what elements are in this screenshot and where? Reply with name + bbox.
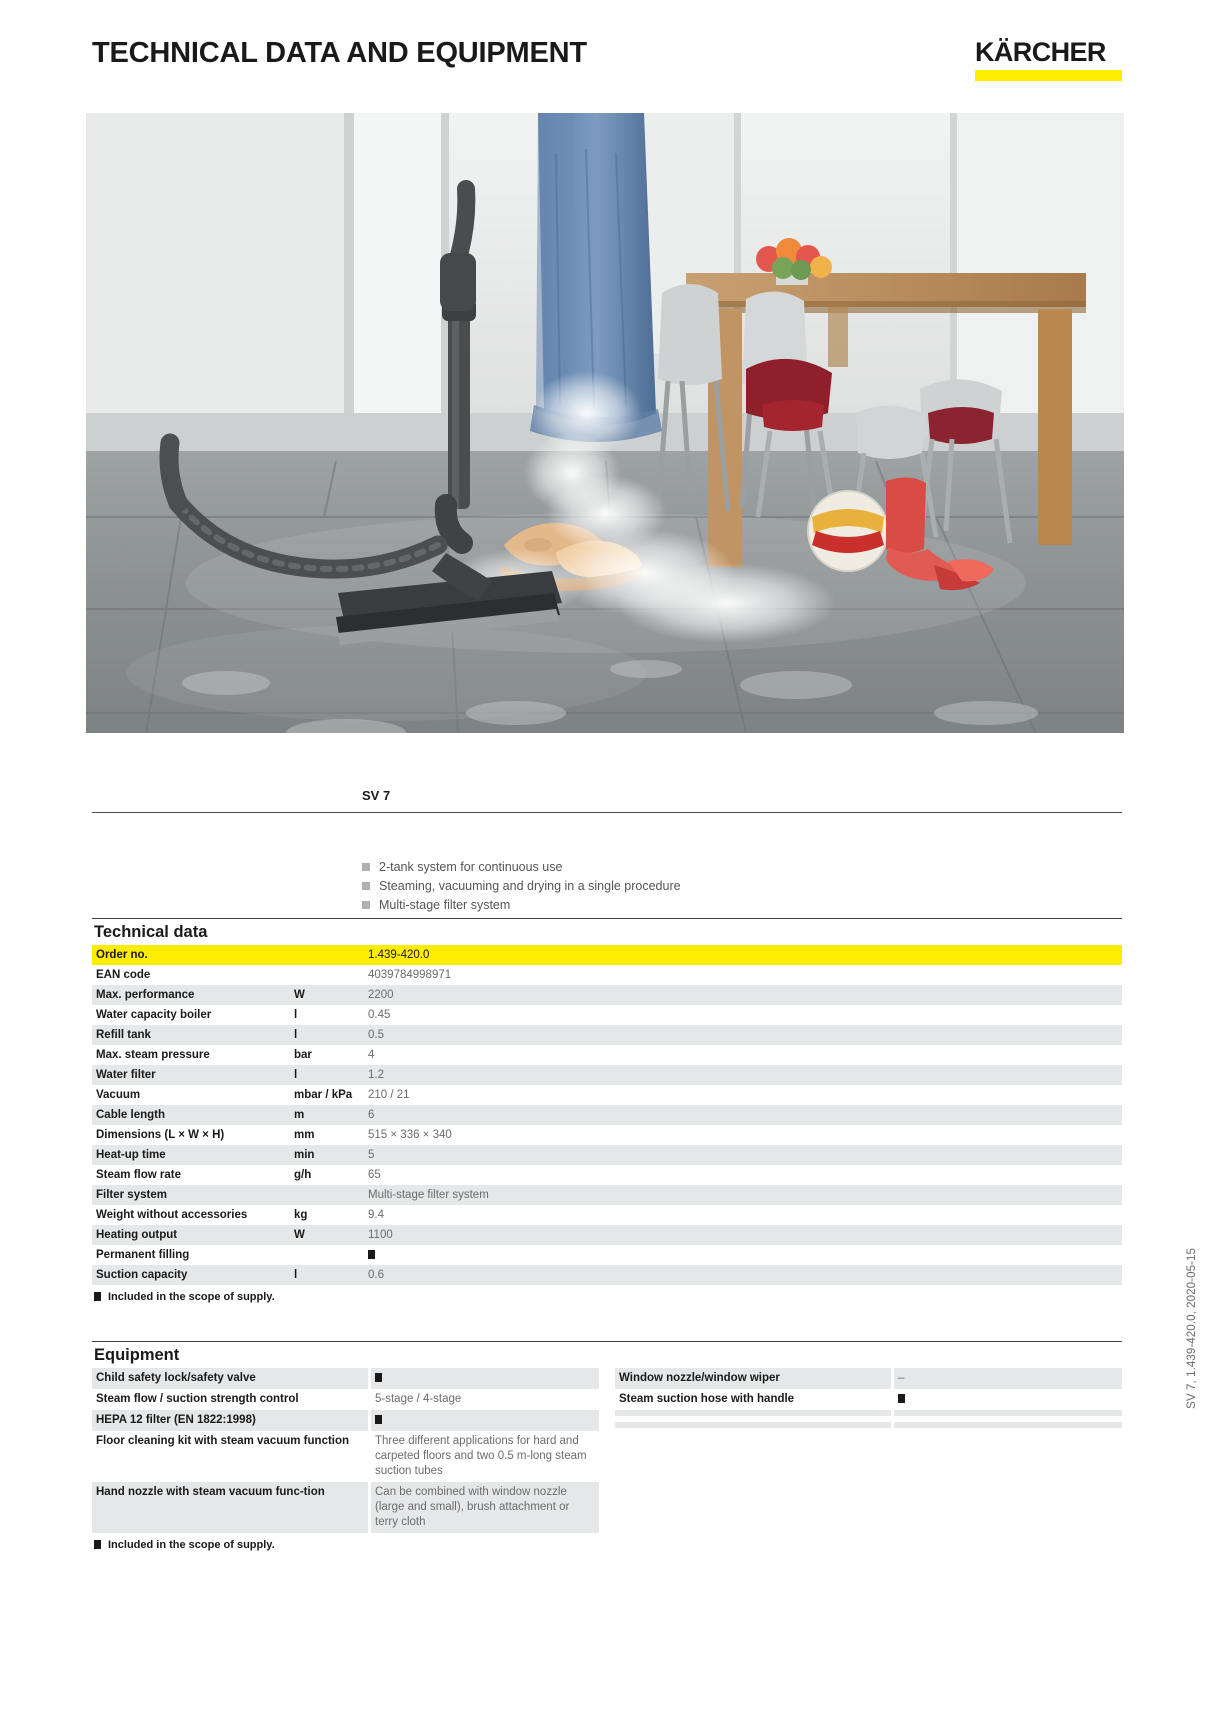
table-row (615, 1389, 1122, 1410)
spec-label: Suction capacity (92, 1265, 290, 1285)
equipment-column-right (615, 1368, 1122, 1533)
spec-value: 1.2 (364, 1065, 1122, 1085)
spec-unit: mm (290, 1125, 364, 1145)
model-heading-row (92, 788, 1122, 813)
spec-unit: W (290, 1225, 364, 1245)
table-row (92, 1389, 599, 1410)
spec-value: 5 (364, 1145, 1122, 1165)
technical-data-table (92, 945, 1122, 1285)
equipment-label: Steam suction hose with handle (615, 1389, 891, 1410)
equipment-footnote (92, 1533, 1122, 1551)
table-row (92, 1482, 599, 1533)
spec-label: Steam flow rate (92, 1165, 290, 1185)
spec-label: Dimensions (L × W × H) (92, 1125, 290, 1145)
table-row (92, 1005, 1122, 1025)
spec-label: EAN code (92, 965, 290, 985)
table-row (92, 1025, 1122, 1045)
table-row (92, 1165, 1122, 1185)
spec-value: 4039784998971 (364, 965, 1122, 985)
brand-logo (975, 38, 1122, 81)
spec-value: 6 (364, 1105, 1122, 1125)
spec-value: 210 / 21 (364, 1085, 1122, 1105)
spec-label: Refill tank (92, 1025, 290, 1045)
spec-label: Weight without accessories (92, 1205, 290, 1225)
spec-value: 0.6 (364, 1265, 1122, 1285)
equipment-value (891, 1422, 1122, 1428)
filled-square-icon (94, 1540, 101, 1549)
hero-illustration (86, 113, 1124, 733)
model-name: SV 7 (362, 788, 391, 803)
feature-text: Multi-stage filter system (379, 898, 511, 912)
section-title-equipment: Equipment (94, 1346, 180, 1364)
technical-data-section (92, 918, 1122, 1303)
side-caption: SV 7, 1.439-420.0, 2020-05-15 (1186, 1248, 1198, 1409)
equipment-label: Hand nozzle with steam vacuum func-tion (92, 1482, 368, 1533)
spec-label: Cable length (92, 1105, 290, 1125)
spec-unit: m (290, 1105, 364, 1125)
footnote-text: Included in the scope of supply. (108, 1291, 275, 1303)
spec-unit: l (290, 1265, 364, 1285)
equipment-label: Window nozzle/window wiper (615, 1368, 891, 1389)
table-row (92, 1205, 1122, 1225)
spec-label: Water filter (92, 1065, 290, 1085)
spec-label: Heat-up time (92, 1145, 290, 1165)
equipment-value: Can be combined with window nozzle (large and small), brush attachment or terry cloth (368, 1482, 599, 1533)
table-row (92, 1085, 1122, 1105)
spec-unit: mbar / kPa (290, 1085, 364, 1105)
footnote-text: Included in the scope of supply. (108, 1539, 275, 1551)
filled-square-icon (375, 1373, 382, 1382)
spec-value: 1100 (364, 1225, 1122, 1245)
brand-yellow-bar (975, 70, 1122, 81)
spec-value: 4 (364, 1045, 1122, 1065)
equipment-label: Floor cleaning kit with steam vacuum function (92, 1431, 368, 1482)
product-hero-image (86, 113, 1124, 733)
equipment-label (615, 1422, 891, 1428)
spec-unit: kg (290, 1205, 364, 1225)
equipment-value: – (891, 1368, 1122, 1389)
spec-label: Filter system (92, 1185, 290, 1205)
list-item (362, 878, 1062, 895)
filled-square-icon (368, 1250, 375, 1259)
feature-text: Steaming, vacuuming and drying in a single procedure (379, 879, 681, 893)
table-row (92, 1431, 599, 1482)
table-row (92, 1368, 599, 1389)
spec-unit: bar (290, 1045, 364, 1065)
spec-label: Order no. (92, 945, 290, 965)
equipment-label: Child safety lock/safety valve (92, 1368, 368, 1389)
technical-data-footnote (92, 1285, 1122, 1303)
equipment-value (368, 1368, 599, 1389)
table-row (92, 1125, 1122, 1145)
page-header (92, 36, 1122, 88)
spec-label: Vacuum (92, 1085, 290, 1105)
spec-label: Max. steam pressure (92, 1045, 290, 1065)
list-item (362, 897, 1062, 914)
equipment-grid (92, 1368, 1122, 1533)
spec-value: 0.5 (364, 1025, 1122, 1045)
equipment-section (92, 1341, 1122, 1551)
spec-unit: l (290, 1025, 364, 1045)
filled-square-icon (898, 1394, 905, 1403)
spec-value: 2200 (364, 985, 1122, 1005)
table-row (92, 1225, 1122, 1245)
table-row (92, 1045, 1122, 1065)
table-row (92, 985, 1122, 1005)
table-row (92, 1065, 1122, 1085)
filled-square-icon (375, 1415, 382, 1424)
spec-value: 0.45 (364, 1005, 1122, 1025)
table-row (92, 1265, 1122, 1285)
table-row (92, 1245, 1122, 1265)
spec-label: Heating output (92, 1225, 290, 1245)
table-row (92, 1145, 1122, 1165)
feature-list (362, 859, 1062, 916)
equipment-column-left (92, 1368, 599, 1533)
equipment-value (368, 1410, 599, 1431)
spec-unit (290, 1185, 364, 1205)
page-title: TECHNICAL DATA AND EQUIPMENT (92, 37, 587, 69)
spec-label: Water capacity boiler (92, 1005, 290, 1025)
table-row (92, 1185, 1122, 1205)
equipment-label: Steam flow / suction strength control (92, 1389, 368, 1410)
bullet-square-icon (362, 863, 370, 871)
filled-square-icon (94, 1292, 101, 1301)
spec-unit: g/h (290, 1165, 364, 1185)
section-title-technical-data: Technical data (94, 923, 208, 941)
spec-value: 9.4 (364, 1205, 1122, 1225)
table-row (92, 1410, 599, 1431)
table-row (615, 1422, 1122, 1428)
spec-unit (290, 965, 364, 985)
spec-value: Multi-stage filter system (364, 1185, 1122, 1205)
spec-value: 65 (364, 1165, 1122, 1185)
equipment-value: Three different applications for hard and carpeted floors and two 0.5 m-long steam suction tubes (368, 1431, 599, 1482)
bullet-square-icon (362, 882, 370, 890)
bullet-square-icon (362, 901, 370, 909)
list-item (362, 859, 1062, 876)
spec-value: 515 × 336 × 340 (364, 1125, 1122, 1145)
table-row (92, 945, 1122, 965)
equipment-value (891, 1389, 1122, 1410)
spec-value (364, 1245, 1122, 1265)
spec-unit: l (290, 1065, 364, 1085)
equipment-table-left (92, 1368, 599, 1533)
spec-value: 1.439-420.0 (364, 945, 1122, 965)
feature-text: 2-tank system for continuous use (379, 860, 563, 874)
spec-unit: W (290, 985, 364, 1005)
spec-label: Max. performance (92, 985, 290, 1005)
equipment-value: 5-stage / 4-stage (368, 1389, 599, 1410)
spec-label: Permanent filling (92, 1245, 290, 1265)
brand-wordmark: KÄRCHER (975, 37, 1106, 67)
spec-unit: min (290, 1145, 364, 1165)
equipment-label: HEPA 12 filter (EN 1822:1998) (92, 1410, 368, 1431)
equipment-table-right (615, 1368, 1122, 1428)
table-row (92, 1105, 1122, 1125)
spec-unit: l (290, 1005, 364, 1025)
table-row (92, 965, 1122, 985)
table-row (615, 1368, 1122, 1389)
spec-unit (290, 945, 364, 965)
spec-unit (290, 1245, 364, 1265)
